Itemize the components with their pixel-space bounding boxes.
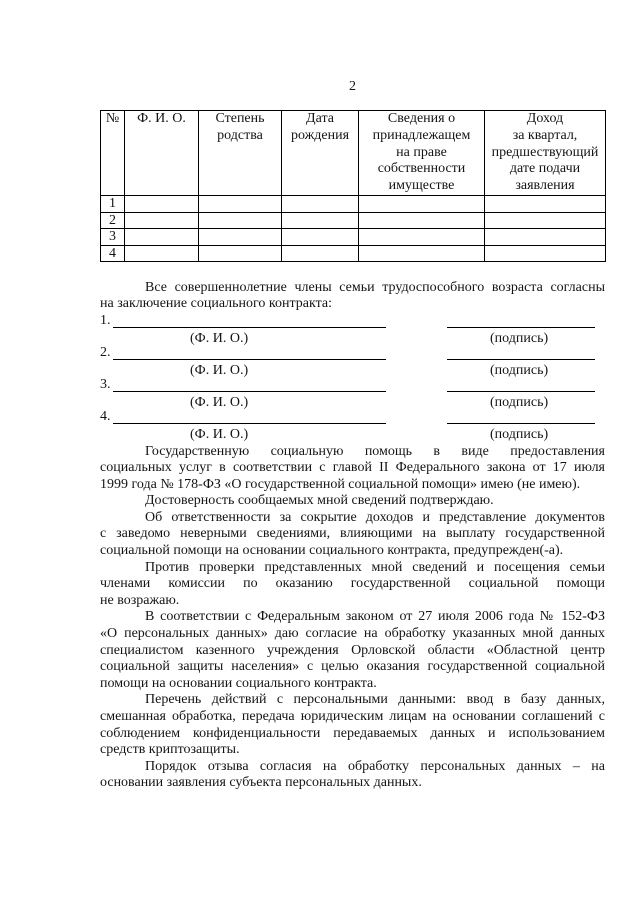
signature-blank-line <box>447 327 595 328</box>
table-cell <box>282 196 359 213</box>
text-line: с заведомо неверными сведениями, влияющими на выплату государственной <box>100 526 605 542</box>
table-header-row <box>101 111 606 196</box>
signature-entry <box>100 313 605 345</box>
signature-blank-line <box>447 359 595 360</box>
text-line: Против проверки представленных мной сведений и посещения семьи <box>145 559 605 575</box>
name-caption: (Ф. И. О.) <box>190 395 249 410</box>
consent-withdrawal-paragraph <box>100 759 605 792</box>
table-cell <box>485 245 606 262</box>
family-members-table <box>100 110 606 262</box>
text-line: 1999 года № 178-ФЗ «О государственной социальной помощи» имею (не имею). <box>100 476 581 492</box>
text-line: Достоверность сообщаемых мной сведений подтверждаю. <box>145 493 494 509</box>
signature-number: 3. <box>100 377 111 392</box>
signature-blank-line <box>447 423 595 424</box>
table-cell <box>359 245 485 262</box>
text-line: членами комиссии по оказанию государственной социальной помощи <box>100 576 605 592</box>
table-row <box>101 229 606 246</box>
table-cell <box>125 196 199 213</box>
table-cell <box>199 196 282 213</box>
name-blank-line <box>113 327 386 328</box>
accuracy-paragraph <box>100 493 605 510</box>
signature-caption: (подпись) <box>490 395 549 410</box>
table-cell <box>125 245 199 262</box>
text-line: Порядок отзыва согласия на обработку персональных данных – на <box>145 758 605 774</box>
text-line: Перечень действий с персональными данными: ввод в базу данных, <box>145 692 605 708</box>
header-relationship: Степень родства <box>199 111 282 196</box>
text-line: средств криптозащиты. <box>100 742 240 758</box>
name-blank-line <box>113 359 386 360</box>
text-line: основании заявления субъекта персональных данных. <box>100 775 422 791</box>
row-number: 3 <box>101 229 125 246</box>
signature-caption: (подпись) <box>490 363 549 378</box>
text-line: социальной защиты населения» с целью оказания государственной социальной <box>100 659 605 675</box>
text-line: помощи на основании социального контракта. <box>100 675 377 691</box>
table-cell <box>125 212 199 229</box>
header-property: Сведения о принадлежащем на праве собственности имуществе <box>359 111 485 196</box>
table-cell <box>359 212 485 229</box>
text-line: «О персональных данных» даю согласие на обработку указанных мной данных <box>100 626 605 642</box>
liability-paragraph <box>100 510 605 560</box>
header-number: № <box>101 111 125 196</box>
page-number: 2 <box>349 79 356 94</box>
row-number: 2 <box>101 212 125 229</box>
table-cell <box>282 245 359 262</box>
signature-number: 4. <box>100 409 111 424</box>
name-caption: (Ф. И. О.) <box>190 331 249 346</box>
table-cell <box>282 212 359 229</box>
table-cell <box>485 196 606 213</box>
text-line: Все совершеннолетние члены семьи трудоспособного возраста согласны <box>145 279 605 295</box>
text-line: Государственную социальную помощь в виде предоставления <box>145 443 605 459</box>
text-line: на заключение социального контракта: <box>100 296 333 312</box>
table-cell <box>282 229 359 246</box>
table-cell <box>199 245 282 262</box>
row-number: 4 <box>101 245 125 262</box>
text-line: смешанная обработка, передача юридическим лицам на основании соглашений с <box>100 709 605 724</box>
signature-entry <box>100 409 605 441</box>
state-aid-paragraph <box>100 444 605 494</box>
personal-data-consent-paragraph <box>100 609 605 692</box>
text-line: социальных услуг в соответствии с главой II Федерального закона от 17 июля <box>100 460 605 476</box>
table-row <box>101 196 606 213</box>
name-blank-line <box>113 391 386 392</box>
table-row <box>101 245 606 262</box>
name-caption: (Ф. И. О.) <box>190 363 249 378</box>
signature-caption: (подпись) <box>490 427 549 442</box>
header-income: Доход за квартал, предшествующий дате подачи заявления <box>485 111 606 196</box>
table-cell <box>485 212 606 229</box>
signature-number: 1. <box>100 313 111 328</box>
text-line: В соответствии с Федеральным законом от 27 июля 2006 года № 152-ФЗ <box>145 609 605 625</box>
text-line: соблюдением конфиденциальности передаваемых данных и использованием <box>100 725 605 741</box>
name-blank-line <box>113 423 386 424</box>
table-cell <box>125 229 199 246</box>
header-full-name: Ф. И. О. <box>125 111 199 196</box>
text-line: не возражаю. <box>100 592 180 608</box>
signature-caption: (подпись) <box>490 331 549 346</box>
table-cell <box>359 229 485 246</box>
data-processing-actions-paragraph <box>100 692 605 758</box>
signature-entry <box>100 345 605 377</box>
text-line: социальной помощи на основании социального контракта, предупрежден(-а). <box>100 543 564 559</box>
text-line: специалистом казенного учреждения Орловской области «Областной центр <box>100 642 605 658</box>
table-row <box>101 212 606 229</box>
table-cell <box>199 212 282 229</box>
row-number: 1 <box>101 196 125 213</box>
table-cell <box>485 229 606 246</box>
table-cell <box>199 229 282 246</box>
statements-section <box>100 444 605 792</box>
name-caption: (Ф. И. О.) <box>190 427 249 442</box>
signature-entry <box>100 377 605 409</box>
signature-number: 2. <box>100 345 111 360</box>
consent-intro-paragraph <box>100 280 605 313</box>
table-cell <box>359 196 485 213</box>
signature-blank-line <box>447 391 595 392</box>
text-line: Об ответственности за сокрытие доходов и представление документов <box>145 509 605 525</box>
inspection-consent-paragraph <box>100 560 605 610</box>
signature-block <box>100 313 605 441</box>
header-birth-date: Дата рождения <box>282 111 359 196</box>
